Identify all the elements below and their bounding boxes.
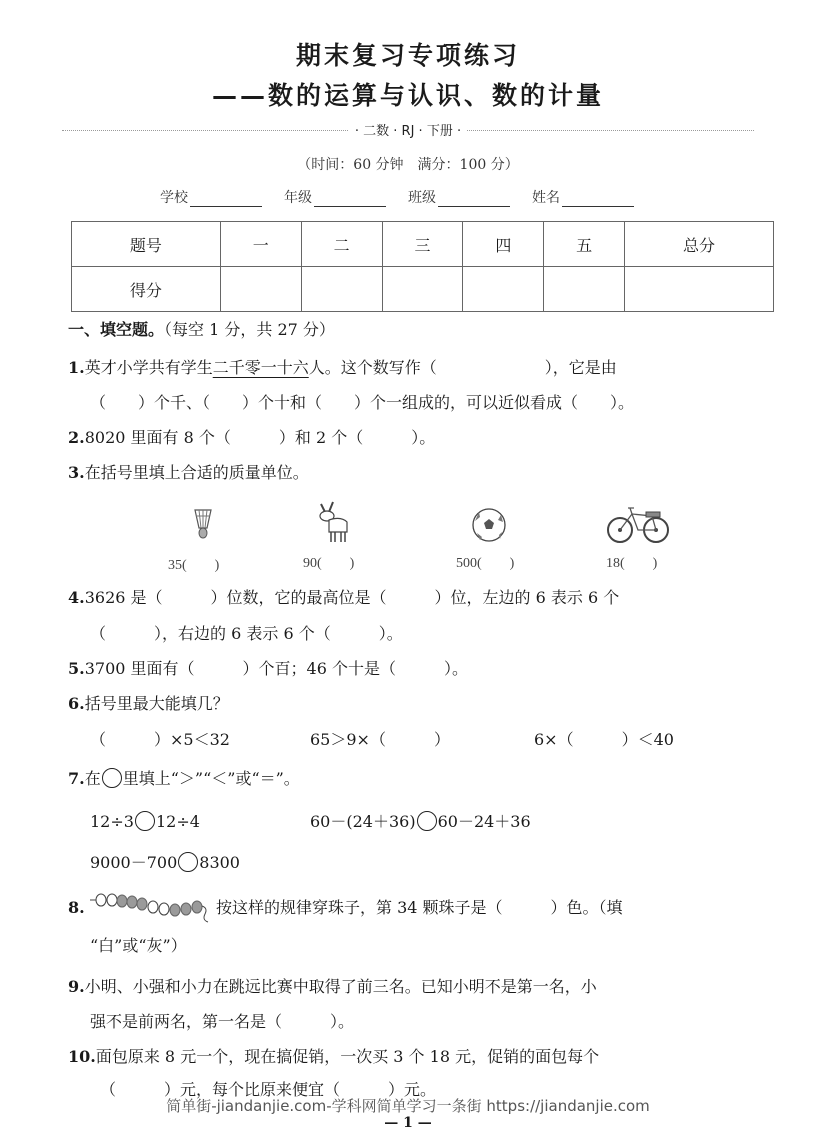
question-text: 在 <box>84 769 101 788</box>
question-text: 3626 是（ ）位数，它的最高位是（ ）位，左边的 6 表示 6 个 <box>84 588 620 607</box>
question-number: 7. <box>68 769 85 788</box>
question-number: 2. <box>68 428 85 447</box>
compare-circle[interactable] <box>417 811 437 831</box>
page-number: — 1 — <box>384 1115 432 1131</box>
table-cell: 五 <box>544 222 625 267</box>
question-10 <box>68 1047 599 1067</box>
expr-right: 12÷4 <box>155 812 200 831</box>
question-4-line2: （ ），右边的 6 表示 6 个（ ）。 <box>90 624 403 643</box>
compare-item <box>310 811 531 832</box>
expr-left: 12÷3 <box>90 812 134 831</box>
class-field[interactable] <box>438 192 510 207</box>
item-label: 35( ) <box>168 558 220 573</box>
question-number: 3. <box>68 463 85 482</box>
question-number: 5. <box>68 659 85 678</box>
expr-right: 60－24＋36 <box>437 812 531 831</box>
question-text: 8020 里面有 8 个（ ）和 2 个（ ）。 <box>84 428 436 447</box>
question-5 <box>68 659 468 679</box>
expr-left: 60－(24＋36) <box>310 812 416 831</box>
compare-circle[interactable] <box>135 811 155 831</box>
school-field[interactable] <box>190 192 262 207</box>
table-cell: 四 <box>463 222 544 267</box>
question-4 <box>68 588 619 608</box>
score-input[interactable] <box>625 267 774 312</box>
question-1 <box>68 358 617 378</box>
item-label: 90( ) <box>303 556 355 571</box>
page-subtitle: ——数的运算与认识、数的计量 <box>211 81 604 110</box>
question-text: 英才小学共有学生 <box>84 358 213 377</box>
section-title: 一、填空题。 <box>68 320 165 339</box>
expr-right: 8300 <box>199 853 240 872</box>
time-info: （时间：60 分钟 满分：100 分） <box>297 157 519 173</box>
question-1-line2: （ ）个千、（ ）个十和（ ）个一组成的，可以近似看成（ ）。 <box>90 393 635 412</box>
table-cell: 得分 <box>72 267 221 312</box>
score-input[interactable] <box>301 267 382 312</box>
question-number: 9. <box>68 977 85 996</box>
question-7 <box>68 768 300 789</box>
edition-label: · 二数 · RJ · 下册 · <box>0 120 816 139</box>
question-text: 3700 里面有（ ）个百；46 个十是（ ）。 <box>84 659 468 678</box>
question-number: 6. <box>68 694 85 713</box>
school-label: 学校 <box>160 190 188 206</box>
question-text: 括号里最大能填几？ <box>84 694 229 713</box>
page-title: 期末复习专项练习 <box>295 41 520 70</box>
score-input[interactable] <box>220 267 301 312</box>
question-text: 面包原来 8 元一个，现在搞促销，一次买 3 个 18 元，促销的面包每个 <box>95 1047 600 1066</box>
question-number: 1. <box>68 358 85 377</box>
table-cell: 总分 <box>625 222 774 267</box>
goat-icon <box>313 500 353 546</box>
question-text: ），它是由 <box>544 358 617 377</box>
bicycle-icon <box>606 502 670 544</box>
inequality-item: 65＞9×（ ） <box>310 730 450 749</box>
inequality-item: 6×（ ）＜40 <box>534 730 674 749</box>
bead-string-icon <box>88 890 212 924</box>
expr-left: 9000－700 <box>90 853 178 872</box>
name-field[interactable] <box>562 192 634 207</box>
question-10-line2: （ ）元，每个比原来便宜（ ）元。 <box>100 1080 437 1099</box>
name-label: 姓名 <box>532 190 560 206</box>
shuttlecock-icon <box>193 508 213 540</box>
item-label: 18( ) <box>606 556 658 571</box>
question-8-line2: “白”或“灰”） <box>90 936 187 955</box>
question-8-number <box>68 898 85 918</box>
question-text: 里填上“＞”“＜”或“＝”。 <box>122 769 300 788</box>
section-heading <box>68 320 335 340</box>
score-input[interactable] <box>463 267 544 312</box>
question-6 <box>68 694 229 714</box>
item-label: 500( ) <box>456 556 515 571</box>
student-info <box>160 187 634 207</box>
compare-circle[interactable] <box>178 852 198 872</box>
question-text: 人。这个数写作（ <box>308 358 437 377</box>
soccer-ball-icon <box>471 507 507 543</box>
question-2 <box>68 428 435 448</box>
question-text: 在括号里填上合适的质量单位。 <box>84 463 309 482</box>
compare-item <box>90 852 240 873</box>
question-9 <box>68 977 597 997</box>
compare-item <box>90 811 200 832</box>
question-number: 4. <box>68 588 85 607</box>
table-row <box>72 267 774 312</box>
score-input[interactable] <box>544 267 625 312</box>
underlined-text: 二千零一十六 <box>212 358 309 377</box>
table-cell: 二 <box>301 222 382 267</box>
class-label: 班级 <box>408 190 436 206</box>
section-note: （每空 1 分，共 27 分） <box>164 320 335 339</box>
table-cell: 题号 <box>72 222 221 267</box>
question-number: 10. <box>68 1047 96 1066</box>
grade-label: 年级 <box>284 190 312 206</box>
score-input[interactable] <box>382 267 463 312</box>
table-cell: 一 <box>220 222 301 267</box>
circle-icon <box>102 768 122 788</box>
question-8: 按这样的规律穿珠子，第 34 颗珠子是（ ）色。（填 <box>216 898 623 917</box>
watermark: 简单街-jiandanjie.com-学科网简单学习一条街 https://jiandanjie.com <box>166 1097 650 1115</box>
table-row <box>72 222 774 267</box>
score-table <box>71 221 774 312</box>
grade-field[interactable] <box>314 192 386 207</box>
inequality-item: （ ）×5＜32 <box>90 730 230 749</box>
question-number: 8. <box>68 898 85 917</box>
table-cell: 三 <box>382 222 463 267</box>
question-text: 小明、小强和小力在跳远比赛中取得了前三名。已知小明不是第一名，小 <box>84 977 597 996</box>
question-3 <box>68 463 309 483</box>
question-9-line2: 强不是前两名，第一名是（ ）。 <box>90 1012 355 1031</box>
